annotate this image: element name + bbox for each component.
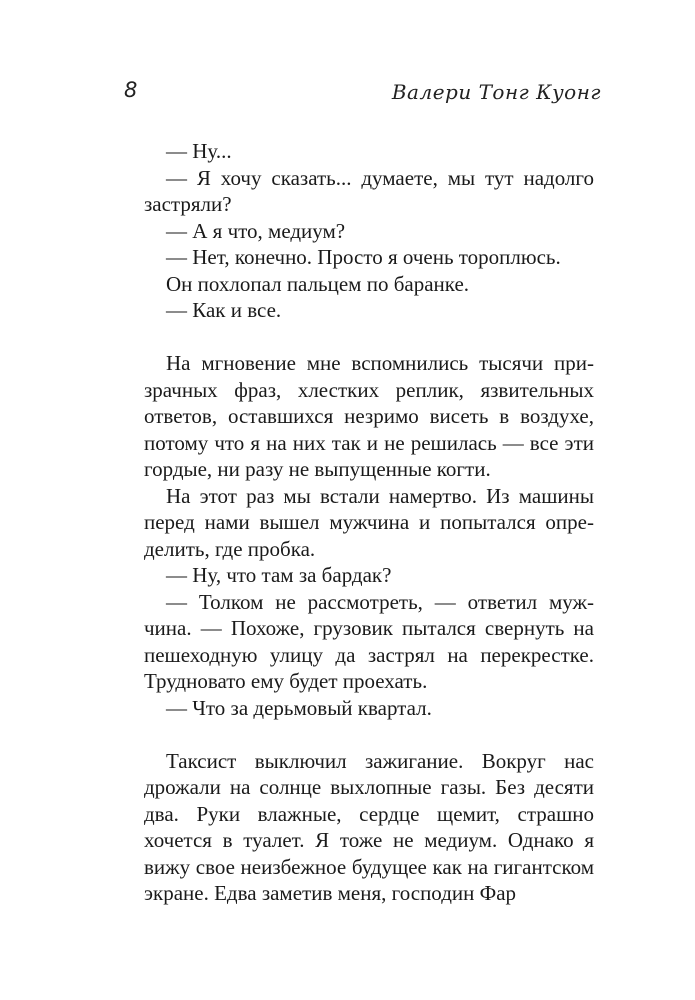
- section-break: [144, 721, 594, 748]
- paragraph: — Нет, конечно. Просто я очень тороплюсь.: [166, 245, 561, 269]
- paragraph: — Я хочу сказать... думаете, мы тут надолго застряли?: [144, 165, 594, 216]
- paragraph: — Как и все.: [166, 298, 282, 322]
- body-text: [144, 138, 594, 907]
- paragraph: — Ну, что там за бардак?: [166, 563, 392, 587]
- paragraph: — Толком не рассмотреть, — ответил мужчина. — Похоже, грузовик пытался свернуть на пешеходную улицу да застрял на перекрестке. Трудновато ему будет проехать.: [144, 589, 594, 693]
- paragraph: На этот раз мы встали намертво. Из машины перед нами вышел мужчина и попытался определить, где пробка.: [144, 483, 594, 561]
- paragraph: — Что за дерьмовый квартал.: [166, 695, 432, 720]
- paragraph: На мгновение мне вспомнились тысячи призрачных фраз, хлестких реплик, язвительных ответов, оставшихся незримо висеть в воздухе, потому что я на них так и не решилась — все эти гордые, ни разу не выпущенные когти.: [144, 351, 594, 481]
- section-break: [144, 324, 594, 351]
- paragraph: Он похлопал пальцем по баранке.: [166, 271, 470, 296]
- paragraph: — Ну...: [166, 139, 232, 163]
- page-number: 8: [124, 78, 138, 102]
- paragraph: — А я что, медиум?: [166, 218, 346, 243]
- paragraph: Таксист выключил зажигание. Вокруг нас дрожали на солнце выхлопные газы. Без десяти два. Руки влажные, сердце щемит, страшно хочется в туалет. Я тоже не медиум. Однако я вижу свое неизбежное будущее как на гигантском экране. Едва заметив меня, господин Фар: [144, 748, 594, 905]
- running-head-author: Валери Тонг Куонг: [391, 80, 601, 104]
